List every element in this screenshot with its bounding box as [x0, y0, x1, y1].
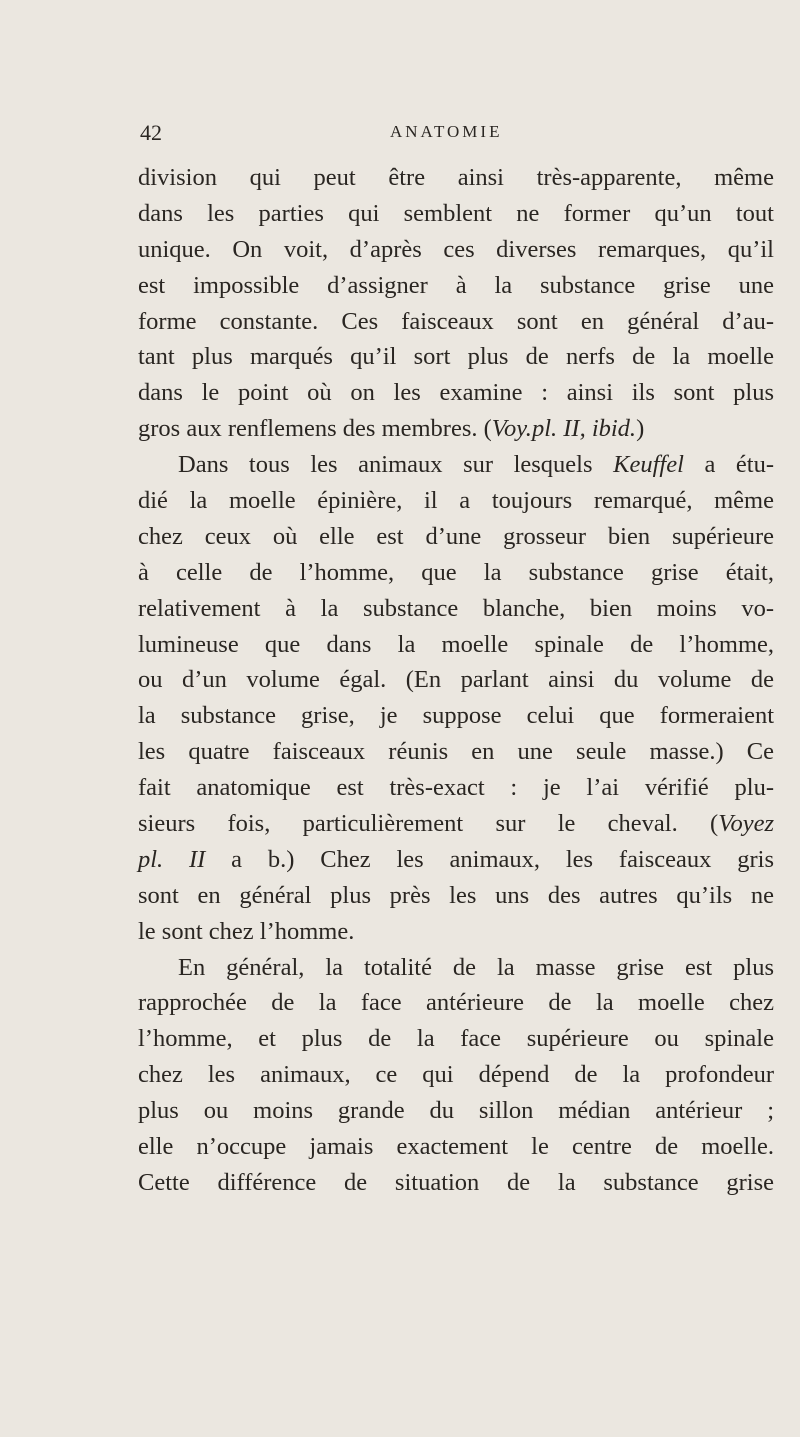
- text-line: rapprochée de la face antérieure de la moelle chez: [138, 989, 774, 1017]
- text-line: ou d’un volume égal. (En parlant ainsi du volume de: [138, 666, 774, 694]
- text-line: les quatre faisceaux réunis en une seule masse.) Ce: [138, 738, 774, 766]
- text-line: division qui peut être ainsi très-apparente, même: [138, 164, 774, 191]
- text-line: sont en général plus près les uns des autres qu’ils ne: [138, 881, 774, 909]
- text-line: chez ceux où elle est d’une grosseur bien supérieure: [138, 522, 774, 550]
- text-line: tant plus marqués qu’il sort plus de nerfs de la moelle: [138, 343, 774, 371]
- text-line: fait anatomique est très-exact : je l’ai vérifié plu-: [138, 774, 774, 802]
- text-line: gros aux renflemens des membres. (Voy.pl. II, ibid.): [138, 415, 645, 443]
- text-line: plus ou moins grande du sillon médian antérieur ;: [138, 1097, 774, 1125]
- text-line: l’homme, et plus de la face supérieure ou spinale: [138, 1025, 774, 1053]
- text-line: forme constante. Ces faisceaux sont en général d’au-: [138, 307, 774, 335]
- text-line: dans le point où on les examine : ainsi ils sont plus: [138, 379, 774, 407]
- running-head: ANATOMIE: [390, 122, 503, 141]
- body-text: [138, 160, 774, 1201]
- text-line: lumineuse que dans la moelle spinale de l’homme,: [138, 630, 774, 658]
- text-line: pl. II a b.) Chez les animaux, les faisceaux gris: [138, 845, 774, 873]
- text-line: sieurs fois, particulièrement sur le cheval. (Voyez: [138, 810, 774, 838]
- text-line: relativement à la substance blanche, bien moins vo-: [138, 594, 774, 622]
- text-line: elle n’occupe jamais exactement le centre de moelle.: [138, 1133, 774, 1161]
- text-line: la substance grise, je suppose celui que formeraient: [138, 702, 774, 730]
- text-line: dié la moelle épinière, il a toujours remarqué, même: [138, 487, 774, 515]
- text-line: est impossible d’assigner à la substance grise une: [138, 271, 774, 299]
- text-line: à celle de l’homme, que la substance grise était,: [138, 558, 774, 586]
- text-line: En général, la totalité de la masse grise est plus: [178, 953, 774, 981]
- text-line: unique. On voit, d’après ces diverses remarques, qu’il: [138, 235, 774, 263]
- page-number: 42: [140, 120, 162, 145]
- text-line: Dans tous les animaux sur lesquels Keuffel a étu-: [178, 451, 774, 479]
- text-line: dans les parties qui semblent ne former qu’un tout: [138, 199, 774, 227]
- text-line: chez les animaux, ce qui dépend de la profondeur: [138, 1061, 774, 1089]
- text-line: Cette différence de situation de la substance grise: [138, 1168, 774, 1196]
- page-header: [140, 120, 772, 150]
- text-line: le sont chez l’homme.: [138, 917, 355, 945]
